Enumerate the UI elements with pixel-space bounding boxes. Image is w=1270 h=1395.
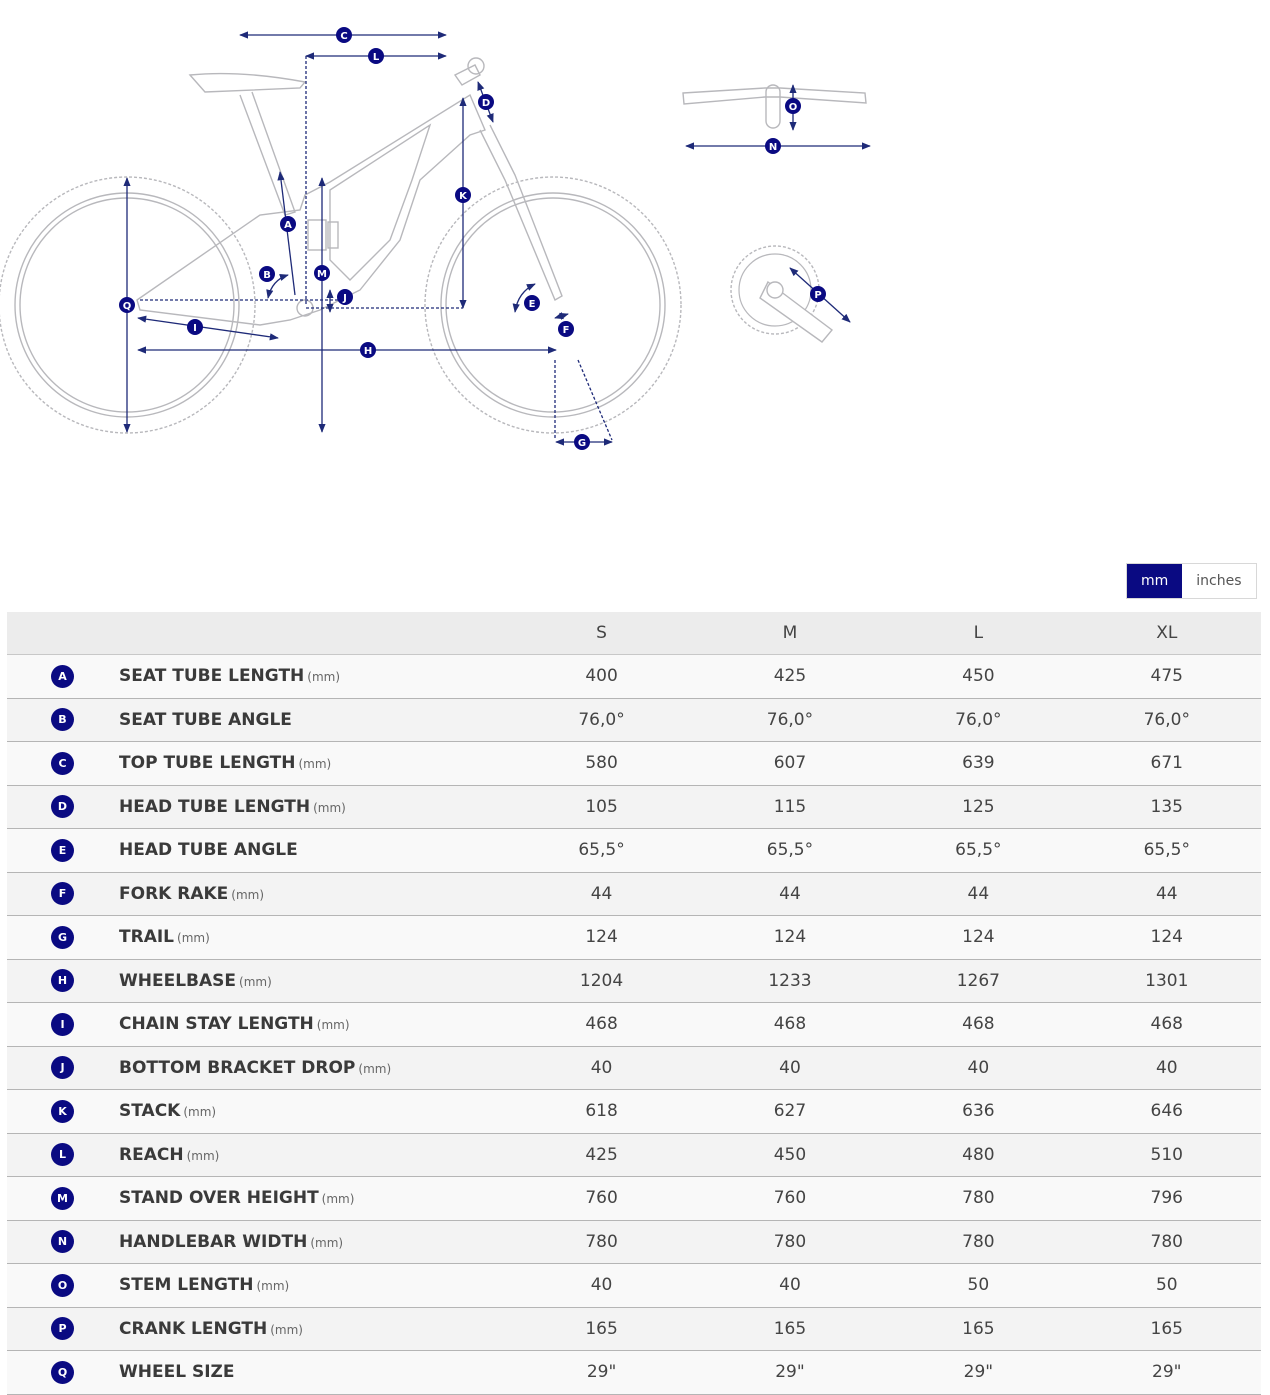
dimension-badge: N <box>51 1230 74 1253</box>
value-cell-m: 780 <box>696 1220 884 1264</box>
measurement-label: FORK RAKE <box>119 883 229 904</box>
dimension-badge: D <box>51 795 74 818</box>
svg-text:K: K <box>459 191 467 202</box>
value-cell-l: 639 <box>884 742 1072 786</box>
value-cell-xl: 468 <box>1073 1003 1261 1047</box>
header-size-xl: XL <box>1073 612 1261 655</box>
svg-text:H: H <box>363 346 373 357</box>
dimension-badge: L <box>51 1143 74 1166</box>
measurement-label: WHEEL SIZE <box>119 1362 235 1383</box>
marker-c <box>336 27 352 43</box>
value-cell-s: 65,5° <box>507 829 695 873</box>
measurement-label: CRANK LENGTH <box>119 1318 268 1339</box>
svg-text:I: I <box>193 323 197 334</box>
measurement-unit: (mm) <box>270 1322 303 1337</box>
table-row <box>7 872 1261 916</box>
row-label-cell <box>118 1133 507 1177</box>
value-cell-m: 29" <box>696 1351 884 1395</box>
measurement-label: HANDLEBAR WIDTH <box>119 1231 308 1252</box>
dimension-badge: F <box>51 882 74 905</box>
row-label-cell <box>118 742 507 786</box>
measurement-label: BOTTOM BRACKET DROP <box>119 1057 356 1078</box>
measurement-label: SEAT TUBE ANGLE <box>119 709 292 730</box>
marker-j <box>337 289 353 305</box>
value-cell-l: 780 <box>884 1220 1072 1264</box>
fork <box>480 125 562 300</box>
geometry-table <box>7 612 1261 1395</box>
table-row <box>7 829 1261 873</box>
row-label-cell <box>118 959 507 1003</box>
value-cell-xl: 44 <box>1073 872 1261 916</box>
value-cell-xl: 796 <box>1073 1177 1261 1221</box>
dimension-badge: I <box>51 1013 74 1036</box>
dimension-badge: Q <box>51 1361 74 1384</box>
measurement-unit: (mm) <box>307 670 341 685</box>
spindle <box>767 282 783 298</box>
value-cell-m: 165 <box>696 1307 884 1351</box>
table-row <box>7 785 1261 829</box>
row-label-cell <box>118 1351 507 1395</box>
front-wheel-rim <box>441 193 665 417</box>
value-cell-s: 76,0° <box>507 698 695 742</box>
marker-i <box>187 319 203 335</box>
row-marker-cell <box>7 916 118 960</box>
svg-text:B: B <box>263 270 271 281</box>
value-cell-xl: 510 <box>1073 1133 1261 1177</box>
measurement-unit: (mm) <box>239 974 272 989</box>
measurement-unit: (mm) <box>313 800 346 815</box>
value-cell-l: 636 <box>884 1090 1072 1134</box>
value-cell-m: 607 <box>696 742 884 786</box>
front-wheel-rim-inner <box>446 198 660 412</box>
row-label-cell <box>118 1264 507 1308</box>
frame-outline <box>137 95 485 325</box>
crankset-detail <box>731 246 850 342</box>
measurement-unit: (mm) <box>316 1018 350 1033</box>
stem <box>455 65 480 85</box>
row-marker-cell <box>7 1220 118 1264</box>
row-label-cell <box>118 1177 507 1221</box>
measurement-unit: (mm) <box>177 931 210 946</box>
value-cell-xl: 780 <box>1073 1220 1261 1264</box>
value-cell-l: 468 <box>884 1003 1072 1047</box>
value-cell-s: 425 <box>507 1133 695 1177</box>
dimension-badge: H <box>51 969 74 992</box>
table-row <box>7 1133 1261 1177</box>
handlebar <box>683 88 866 104</box>
marker-l <box>368 48 384 64</box>
dimension-badge: O <box>51 1274 74 1297</box>
row-marker-cell <box>7 872 118 916</box>
header-blank <box>7 612 118 655</box>
marker-k <box>455 187 471 203</box>
frame-inner <box>330 125 430 280</box>
value-cell-m: 40 <box>696 1264 884 1308</box>
dimension-badge: G <box>51 926 74 949</box>
value-cell-m: 40 <box>696 1046 884 1090</box>
dimension-badge: E <box>51 839 74 862</box>
value-cell-s: 400 <box>507 655 695 699</box>
measurement-label: HEAD TUBE ANGLE <box>119 840 298 861</box>
value-cell-m: 425 <box>696 655 884 699</box>
row-marker-cell <box>7 1003 118 1047</box>
value-cell-l: 165 <box>884 1307 1072 1351</box>
row-marker-cell <box>7 1264 118 1308</box>
row-label-cell <box>118 872 507 916</box>
handlebar-detail <box>683 85 870 146</box>
measurement-unit: (mm) <box>310 1235 344 1250</box>
svg-text:F: F <box>562 325 570 336</box>
shock <box>308 220 326 250</box>
table-row <box>7 742 1261 786</box>
marker-m <box>314 265 330 281</box>
seat-post <box>240 92 295 215</box>
measurement-unit: (mm) <box>183 1105 217 1120</box>
measurement-unit: (mm) <box>358 1061 392 1076</box>
header-blank-label <box>118 612 507 655</box>
row-marker-cell <box>7 1351 118 1395</box>
table-row <box>7 1264 1261 1308</box>
measurement-label: STEM LENGTH <box>119 1275 254 1296</box>
table-row <box>7 1046 1261 1090</box>
saddle <box>190 74 305 92</box>
value-cell-s: 580 <box>507 742 695 786</box>
marker-f <box>558 321 574 337</box>
row-label-cell <box>118 1046 507 1090</box>
value-cell-l: 124 <box>884 916 1072 960</box>
unit-mm-button[interactable]: mm <box>1127 564 1182 598</box>
value-cell-m: 627 <box>696 1090 884 1134</box>
measurement-unit: (mm) <box>298 757 332 772</box>
row-label-cell <box>118 829 507 873</box>
svg-text:M: M <box>317 269 327 280</box>
svg-text:O: O <box>788 102 798 113</box>
value-cell-xl: 165 <box>1073 1307 1261 1351</box>
value-cell-s: 40 <box>507 1264 695 1308</box>
value-cell-xl: 135 <box>1073 785 1261 829</box>
value-cell-l: 29" <box>884 1351 1072 1395</box>
value-cell-xl: 671 <box>1073 742 1261 786</box>
marker-g <box>574 434 590 450</box>
row-label-cell <box>118 655 507 699</box>
table-row <box>7 698 1261 742</box>
value-cell-s: 105 <box>507 785 695 829</box>
row-label-cell <box>118 785 507 829</box>
svg-text:L: L <box>372 52 380 63</box>
measurement-unit: (mm) <box>321 1192 355 1207</box>
table-row <box>7 916 1261 960</box>
row-marker-cell <box>7 698 118 742</box>
svg-text:J: J <box>343 293 347 304</box>
row-marker-cell <box>7 959 118 1003</box>
value-cell-s: 124 <box>507 916 695 960</box>
value-cell-m: 115 <box>696 785 884 829</box>
value-cell-m: 65,5° <box>696 829 884 873</box>
table-row <box>7 1307 1261 1351</box>
dimension-badge: K <box>51 1100 74 1123</box>
row-marker-cell <box>7 655 118 699</box>
row-marker-cell <box>7 785 118 829</box>
row-label-cell <box>118 1090 507 1134</box>
row-label-cell <box>118 1003 507 1047</box>
value-cell-m: 1233 <box>696 959 884 1003</box>
measurement-label: SEAT TUBE LENGTH <box>119 666 305 687</box>
value-cell-xl: 50 <box>1073 1264 1261 1308</box>
stem-top-view <box>766 85 780 128</box>
value-cell-xl: 475 <box>1073 655 1261 699</box>
value-cell-xl: 76,0° <box>1073 698 1261 742</box>
row-label-cell <box>118 916 507 960</box>
unit-toggle <box>1126 563 1257 599</box>
value-cell-s: 468 <box>507 1003 695 1047</box>
marker-b <box>259 266 275 282</box>
table-row <box>7 1090 1261 1134</box>
value-cell-l: 44 <box>884 872 1072 916</box>
svg-text:C: C <box>340 31 348 42</box>
svg-text:P: P <box>814 290 822 301</box>
measurement-unit: (mm) <box>256 1279 290 1294</box>
value-cell-m: 450 <box>696 1133 884 1177</box>
row-label-cell <box>118 698 507 742</box>
value-cell-m: 76,0° <box>696 698 884 742</box>
row-label-cell <box>118 1307 507 1351</box>
value-cell-m: 44 <box>696 872 884 916</box>
value-cell-xl: 124 <box>1073 916 1261 960</box>
measurement-label: TOP TUBE LENGTH <box>119 753 296 774</box>
value-cell-l: 780 <box>884 1177 1072 1221</box>
table-row <box>7 959 1261 1003</box>
svg-text:G: G <box>577 438 587 449</box>
dimension-badge: M <box>51 1187 74 1210</box>
marker-h <box>360 342 376 358</box>
dimension-badge: C <box>51 752 74 775</box>
header-size-l: L <box>884 612 1072 655</box>
table-row <box>7 1220 1261 1264</box>
value-cell-m: 468 <box>696 1003 884 1047</box>
row-marker-cell <box>7 1307 118 1351</box>
row-marker-cell <box>7 1046 118 1090</box>
value-cell-l: 65,5° <box>884 829 1072 873</box>
value-cell-xl: 29" <box>1073 1351 1261 1395</box>
svg-text:E: E <box>528 299 536 310</box>
value-cell-xl: 1301 <box>1073 959 1261 1003</box>
value-cell-s: 165 <box>507 1307 695 1351</box>
value-cell-l: 40 <box>884 1046 1072 1090</box>
measurement-label: STACK <box>119 1101 181 1122</box>
measurement-unit: (mm) <box>186 1148 220 1163</box>
marker-o <box>785 98 801 114</box>
marker-p <box>810 286 826 302</box>
value-cell-s: 40 <box>507 1046 695 1090</box>
marker-q <box>119 297 135 313</box>
row-marker-cell <box>7 1133 118 1177</box>
value-cell-l: 125 <box>884 785 1072 829</box>
marker-d <box>478 94 494 110</box>
svg-text:A: A <box>284 220 292 231</box>
measurement-label: REACH <box>119 1144 184 1165</box>
table-row <box>7 1003 1261 1047</box>
bottom-bracket <box>297 300 313 316</box>
marker-n <box>765 138 781 154</box>
measurement-label: STAND OVER HEIGHT <box>119 1188 319 1209</box>
value-cell-s: 1204 <box>507 959 695 1003</box>
value-cell-s: 760 <box>507 1177 695 1221</box>
value-cell-xl: 40 <box>1073 1046 1261 1090</box>
value-cell-l: 450 <box>884 655 1072 699</box>
table-row <box>7 1177 1261 1221</box>
value-cell-s: 44 <box>507 872 695 916</box>
dimension-badge: J <box>51 1056 74 1079</box>
value-cell-l: 50 <box>884 1264 1072 1308</box>
row-label-cell <box>118 1220 507 1264</box>
row-marker-cell <box>7 1177 118 1221</box>
table-row <box>7 1351 1261 1395</box>
measurement-unit: (mm) <box>231 887 265 902</box>
svg-text:N: N <box>768 142 778 153</box>
value-cell-l: 1267 <box>884 959 1072 1003</box>
measurement-label: CHAIN STAY LENGTH <box>119 1014 314 1035</box>
header-size-m: M <box>696 612 884 655</box>
unit-inches-button[interactable]: inches <box>1182 564 1255 598</box>
dimension-badge: A <box>51 665 74 688</box>
svg-text:Q: Q <box>122 301 132 312</box>
measurement-label: HEAD TUBE LENGTH <box>119 796 311 817</box>
value-cell-xl: 65,5° <box>1073 829 1261 873</box>
value-cell-s: 618 <box>507 1090 695 1134</box>
measurement-label: TRAIL <box>119 927 175 948</box>
svg-text:D: D <box>481 98 491 109</box>
marker-a <box>280 216 296 232</box>
measurement-label: WHEELBASE <box>119 970 237 991</box>
value-cell-s: 29" <box>507 1351 695 1395</box>
value-cell-l: 480 <box>884 1133 1072 1177</box>
marker-e <box>524 295 540 311</box>
dimension-badge: B <box>51 708 74 731</box>
row-marker-cell <box>7 1090 118 1134</box>
bike-line-art <box>0 58 681 433</box>
value-cell-l: 76,0° <box>884 698 1072 742</box>
bike-geometry-diagram <box>0 0 900 470</box>
table-header-row <box>7 612 1261 655</box>
table-row <box>7 655 1261 699</box>
value-cell-m: 760 <box>696 1177 884 1221</box>
header-size-s: S <box>507 612 695 655</box>
value-cell-m: 124 <box>696 916 884 960</box>
value-cell-s: 780 <box>507 1220 695 1264</box>
dimension-badge: P <box>51 1317 74 1340</box>
row-marker-cell <box>7 742 118 786</box>
row-marker-cell <box>7 829 118 873</box>
value-cell-xl: 646 <box>1073 1090 1261 1134</box>
